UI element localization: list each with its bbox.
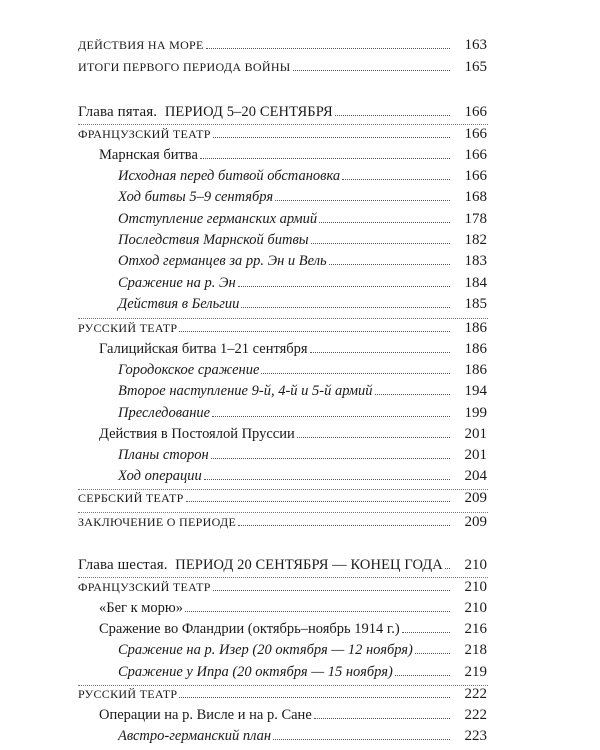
toc-entry-page: 163	[464, 37, 487, 53]
chapter-title	[78, 104, 333, 120]
toc-entry	[0, 209, 600, 229]
leader-dots	[275, 200, 450, 201]
leader-dots	[342, 179, 450, 180]
toc-entry-label: Сражение у Ипра (20 октября — 15 ноября)	[118, 664, 393, 680]
leader-dots	[238, 525, 450, 526]
toc-entry-page: 216	[464, 621, 487, 637]
toc-entry-label: ФРАНЦУЗСКИЙ ТЕАТР	[78, 127, 211, 141]
toc-entry	[0, 640, 600, 660]
toc-entry-label: Городокское сражение	[118, 362, 260, 378]
toc-entry-label: Сражение на р. Эн	[118, 275, 236, 291]
leader-dots	[204, 479, 450, 480]
chapter-prefix: Глава пятая.	[78, 104, 158, 120]
toc-entry-label: ИТОГИ ПЕРВОГО ПЕРИОДА ВОЙНЫ	[78, 60, 291, 74]
toc-entry-russian-theater	[0, 318, 600, 338]
toc-entry-first-period-results	[0, 57, 600, 77]
leader-dots	[335, 115, 450, 116]
leader-dots	[310, 352, 450, 353]
toc-entry-label: Австро-германский план	[118, 728, 272, 744]
toc-entry-page: 166	[464, 104, 487, 120]
toc-entry-page: 184	[464, 275, 487, 291]
toc-entry-label: Галицийская битва 1–21 сентября	[99, 341, 308, 357]
toc-entry-label: Марнская битва	[99, 147, 198, 163]
toc-entry-run-to-sea	[0, 598, 600, 618]
leader-dots	[445, 568, 450, 569]
toc-entry-conclusion	[0, 512, 600, 532]
toc-entry-french-theater-2	[0, 577, 600, 597]
toc-entry-page: 166	[464, 147, 487, 163]
toc-entry-page: 194	[464, 383, 487, 399]
toc-entry-page: 210	[464, 557, 487, 573]
toc-entry-label: Отход германцев за рр. Эн и Вель	[118, 253, 327, 269]
leader-dots	[211, 458, 450, 459]
toc-entry-page: 210	[464, 600, 487, 616]
toc-entry	[0, 403, 600, 423]
leader-dots	[314, 718, 450, 719]
toc-entry-label: Планы сторон	[118, 447, 209, 463]
toc-entry-page: 219	[464, 664, 487, 680]
leader-dots	[402, 632, 450, 633]
toc-entry-serbian-theater	[0, 488, 600, 508]
toc-entry-label: Второе наступление 9-й, 4-й и 5-й армий	[118, 383, 373, 399]
toc-entry-page: 183	[464, 253, 487, 269]
chapter-five-heading	[0, 102, 600, 122]
toc-entry-page: 178	[464, 211, 487, 227]
toc-entry-label: Преследование	[118, 405, 211, 421]
toc-entry-flanders	[0, 619, 600, 639]
leader-dots	[329, 264, 450, 265]
leader-dots	[238, 286, 450, 287]
toc-entry-page: 210	[464, 579, 487, 595]
leader-dots	[213, 137, 450, 138]
toc-entry	[0, 294, 600, 314]
toc-entry-russian-theater-2	[0, 684, 600, 704]
toc-entry	[0, 466, 600, 486]
leader-dots	[297, 437, 450, 438]
leader-dots	[206, 48, 450, 49]
toc-entry-page: 166	[464, 126, 487, 142]
leader-dots	[212, 416, 450, 417]
toc-entry	[0, 230, 600, 250]
toc-entry-page: 201	[464, 447, 487, 463]
toc-entry-page: 165	[464, 59, 487, 75]
toc-entry-page: 199	[464, 405, 487, 421]
toc-entry-galician-battle	[0, 339, 600, 359]
toc-entry-label: Операции на р. Висле и на р. Сане	[99, 707, 312, 723]
chapter-title	[78, 557, 443, 573]
chapter-prefix: Глава шестая.	[78, 557, 168, 573]
toc-entry-page: 209	[464, 490, 487, 506]
leader-dots	[319, 222, 450, 223]
leader-dots	[179, 697, 450, 698]
toc-entry-page: 166	[464, 168, 487, 184]
toc-entry-naval-actions	[0, 35, 600, 55]
toc-entry	[0, 251, 600, 271]
toc-entry-label: Ход битвы 5–9 сентября	[118, 189, 274, 205]
toc-entry-page: 186	[464, 341, 487, 357]
chapter-name: ПЕРИОД 20 СЕНТЯБРЯ — КОНЕЦ ГОДА	[175, 557, 443, 573]
toc-entry-label: СЕРБСКИЙ ТЕАТР	[78, 491, 184, 505]
toc-entry-page: 186	[464, 362, 487, 378]
leader-dots	[186, 501, 450, 502]
toc-entry	[0, 381, 600, 401]
toc-entry-label: «Бег к морю»	[99, 600, 184, 616]
toc-entry-marne-battle	[0, 145, 600, 165]
leader-dots	[293, 70, 450, 71]
toc-entry-label: ФРАНЦУЗСКИЙ ТЕАТР	[78, 580, 211, 594]
toc-entry-vistula-san	[0, 705, 600, 725]
toc-entry-page: 204	[464, 468, 487, 484]
toc-entry-page: 222	[464, 686, 487, 702]
toc-entry-page: 182	[464, 232, 487, 248]
toc-entry-label: Действия в Постоялой Пруссии	[99, 426, 295, 442]
toc-entry-label: Действия в Бельгии	[118, 296, 240, 312]
leader-dots	[375, 394, 450, 395]
toc-entry	[0, 166, 600, 186]
toc-entry-label: Последствия Марнской битвы	[118, 232, 309, 248]
leader-dots	[415, 653, 450, 654]
toc-entry-label: Ход операции	[118, 468, 202, 484]
toc-entry-page: 168	[464, 189, 487, 205]
toc-entry-page: 223	[464, 728, 487, 744]
toc-entry-label: Исходная перед битвой обстановка	[118, 168, 341, 184]
leader-dots	[179, 331, 450, 332]
toc-entry	[0, 445, 600, 465]
leader-dots	[311, 243, 450, 244]
toc-entry-label: ЗАКЛЮЧЕНИЕ О ПЕРИОДЕ	[78, 515, 237, 529]
toc-entry-label: ДЕЙСТВИЯ НА МОРЕ	[78, 38, 204, 52]
toc-entry-east-prussia	[0, 424, 600, 444]
leader-dots	[261, 373, 450, 374]
toc-entry-page: 209	[464, 514, 487, 530]
toc-entry-page: 185	[464, 296, 487, 312]
leader-dots	[185, 611, 450, 612]
toc-entry	[0, 187, 600, 207]
toc-entry-label: РУССКИЙ ТЕАТР	[78, 321, 178, 335]
leader-dots	[395, 675, 450, 676]
toc-entry-page: 218	[464, 642, 487, 658]
toc-entry	[0, 360, 600, 380]
leader-dots	[213, 590, 450, 591]
toc-entry-page: 186	[464, 320, 487, 336]
chapter-name: ПЕРИОД 5–20 СЕНТЯБРЯ	[164, 104, 333, 120]
toc-entry	[0, 662, 600, 682]
toc-entry-label: Сражение во Фландрии (октябрь–ноябрь 1914 г.)	[99, 621, 400, 637]
toc-entry-label: Сражение на р. Изер (20 октября — 12 ноября)	[118, 642, 413, 658]
toc-entry-page: 201	[464, 426, 487, 442]
toc-entry-page: 222	[464, 707, 487, 723]
chapter-six-heading	[0, 555, 600, 575]
toc-entry-french-theater	[0, 124, 600, 144]
toc-entry	[0, 726, 600, 746]
leader-dots	[273, 739, 450, 740]
leader-dots	[241, 307, 450, 308]
toc-entry-label: РУССКИЙ ТЕАТР	[78, 687, 178, 701]
leader-dots	[200, 158, 450, 159]
toc-entry	[0, 273, 600, 293]
toc-entry-label: Отступление германских армий	[118, 211, 318, 227]
